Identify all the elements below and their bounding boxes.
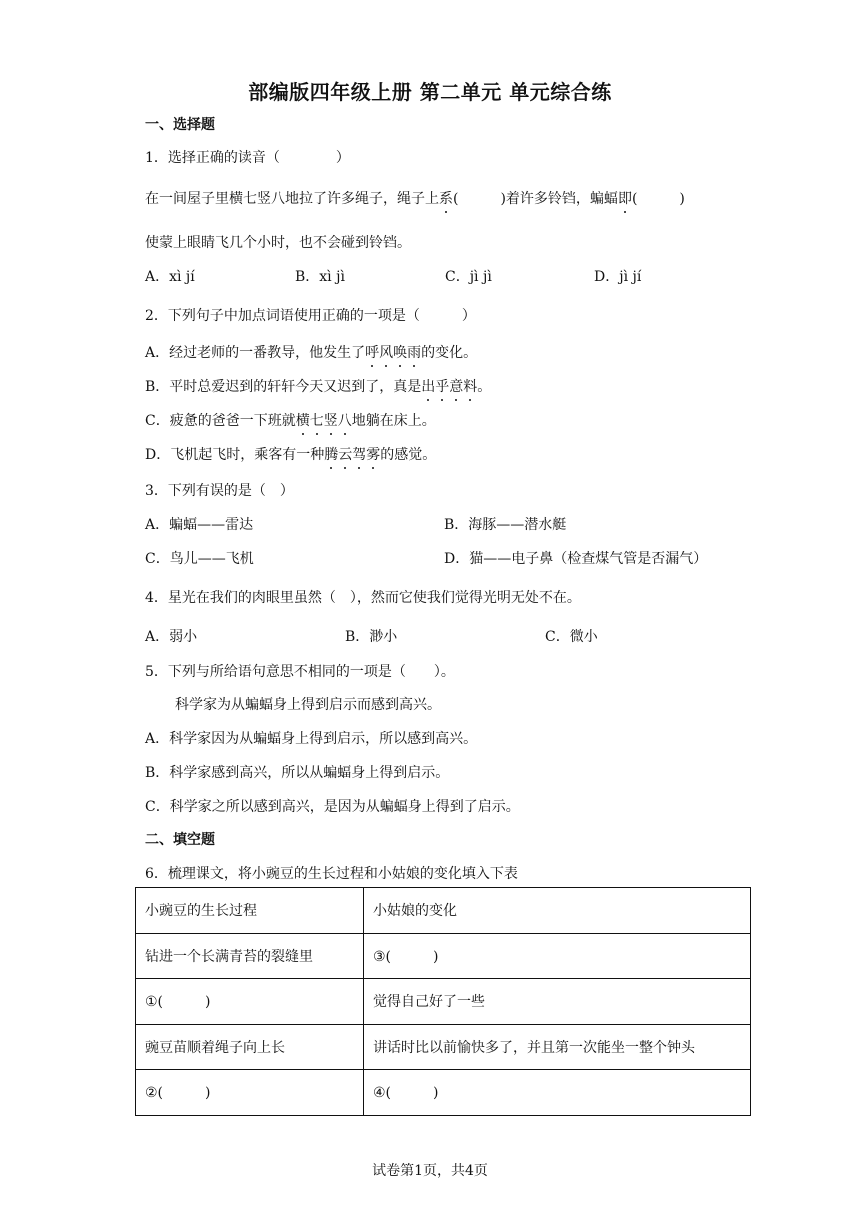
dotted-char: 腾	[324, 444, 338, 464]
question-4-option-a: A．弱小	[145, 629, 198, 645]
dotted-char: 唤	[393, 342, 407, 362]
dotted-char: 系	[439, 188, 453, 208]
question-1-option-a: A．xì jí	[145, 269, 195, 285]
growth-table	[135, 887, 751, 1116]
question-4-option-b: B．渺小	[345, 629, 398, 645]
table-cell-blank[interactable]: ③( )	[364, 933, 751, 979]
passage-text: ( )	[631, 191, 685, 207]
dotted-char: 意	[449, 376, 463, 396]
table-row	[136, 1024, 751, 1070]
question-4-stem: 4．星光在我们的肉眼里虽然（ ），然而它使我们觉得光明无处不在。	[145, 590, 581, 606]
table-cell-blank[interactable]: ②( )	[136, 1070, 364, 1116]
question-5-option-a: A．科学家因为从蝙蝠身上得到启示，所以感到高兴。	[145, 731, 478, 747]
option-text: 地躺在床上。	[351, 413, 436, 429]
table-row	[136, 979, 751, 1025]
question-4-option-c: C．微小	[545, 629, 598, 645]
section-heading-choice: 一、选择题	[145, 117, 215, 133]
dotted-char: 雨	[407, 342, 421, 362]
question-3-option-b: B．海豚——潜水艇	[444, 517, 567, 533]
dotted-char: 八	[338, 410, 352, 430]
question-2-option-d	[145, 444, 436, 464]
passage-text: 在一间屋子里横七竖八地拉了许多绳子，绳子上	[145, 191, 439, 207]
table-cell: 豌豆苗顺着绳子向上长	[136, 1024, 364, 1070]
question-5-stem: 5．下列与所给语句意思不相同的一项是（ ）。	[145, 664, 455, 680]
option-text: 。	[477, 379, 492, 395]
question-3-stem: 3．下列有误的是（ ）	[145, 483, 294, 499]
page-title: 部编版四年级上册 第二单元 单元综合练	[248, 80, 612, 104]
passage-text: ( )着许多铃铛，蝙蝠	[453, 191, 618, 207]
dotted-char: 即	[618, 188, 632, 208]
option-text: 的变化。	[421, 345, 478, 361]
question-5-option-b: B．科学家感到高兴，所以从蝙蝠身上得到启示。	[145, 765, 450, 781]
table-cell: 觉得自己好了一些	[364, 979, 751, 1025]
table-cell-blank[interactable]: ④( )	[364, 1070, 751, 1116]
question-2-option-c	[145, 410, 436, 430]
question-1-option-c: C．jì jì	[445, 269, 492, 285]
question-5-option-c: C．科学家之所以感到高兴，是因为从蝙蝠身上得到了启示。	[145, 799, 520, 815]
table-header-row	[136, 888, 751, 934]
question-2-option-b	[145, 376, 491, 396]
question-1-option-b: B．xì jì	[295, 269, 345, 285]
section-heading-fill: 二、填空题	[145, 832, 215, 848]
option-text: D．飞机起飞时，乘客有一种	[145, 447, 325, 463]
dotted-char: 驾	[352, 444, 366, 464]
dotted-char: 风	[379, 342, 393, 362]
question-5-given-sentence: 科学家为从蝙蝠身上得到启示而感到高兴。	[175, 697, 441, 713]
question-1-passage-line1	[145, 188, 685, 208]
dotted-char: 竖	[324, 410, 338, 430]
table-cell-blank[interactable]: ①( )	[136, 979, 364, 1025]
dotted-char: 云	[338, 444, 352, 464]
dotted-char: 乎	[435, 376, 449, 396]
table-row	[136, 933, 751, 979]
option-text: C．疲惫的爸爸一下班就	[145, 413, 296, 429]
dotted-char: 呼	[365, 342, 379, 362]
dotted-char: 七	[310, 410, 324, 430]
dotted-char: 横	[296, 410, 310, 430]
question-1-stem: 1．选择正确的读音（ ）	[145, 150, 350, 166]
option-text: A．经过老师的一番教导，他发生了	[145, 345, 366, 361]
table-header-cell: 小豌豆的生长过程	[136, 888, 364, 934]
question-3-option-c: C．鸟儿——飞机	[145, 551, 254, 567]
dotted-char: 出	[421, 376, 435, 396]
table-header-cell: 小姑娘的变化	[364, 888, 751, 934]
question-2-option-a	[145, 342, 477, 362]
question-1-option-d: D．jì jí	[594, 269, 642, 285]
question-1-passage-line2: 使蒙上眼睛飞几个小时，也不会碰到铃铛。	[145, 235, 411, 251]
question-3-option-a: A．蝙蝠——雷达	[145, 517, 254, 533]
table-row	[136, 1070, 751, 1116]
question-3-option-d: D．猫——电子鼻（检查煤气管是否漏气）	[444, 551, 708, 567]
question-6-stem: 6．梳理课文，将小豌豆的生长过程和小姑娘的变化填入下表	[145, 866, 518, 882]
page-footer: 试卷第1页，共4页	[372, 1163, 488, 1179]
option-text: B．平时总爱迟到的轩轩今天又迟到了，真是	[145, 379, 422, 395]
table-cell: 钻进一个长满青苔的裂缝里	[136, 933, 364, 979]
dotted-char: 雾	[366, 444, 380, 464]
option-text: 的感觉。	[380, 447, 437, 463]
question-2-stem: 2．下列句子中加点词语使用正确的一项是（ ）	[145, 308, 476, 324]
dotted-char: 料	[463, 376, 477, 396]
table-cell: 讲话时比以前愉快多了，并且第一次能坐一整个钟头	[364, 1024, 751, 1070]
